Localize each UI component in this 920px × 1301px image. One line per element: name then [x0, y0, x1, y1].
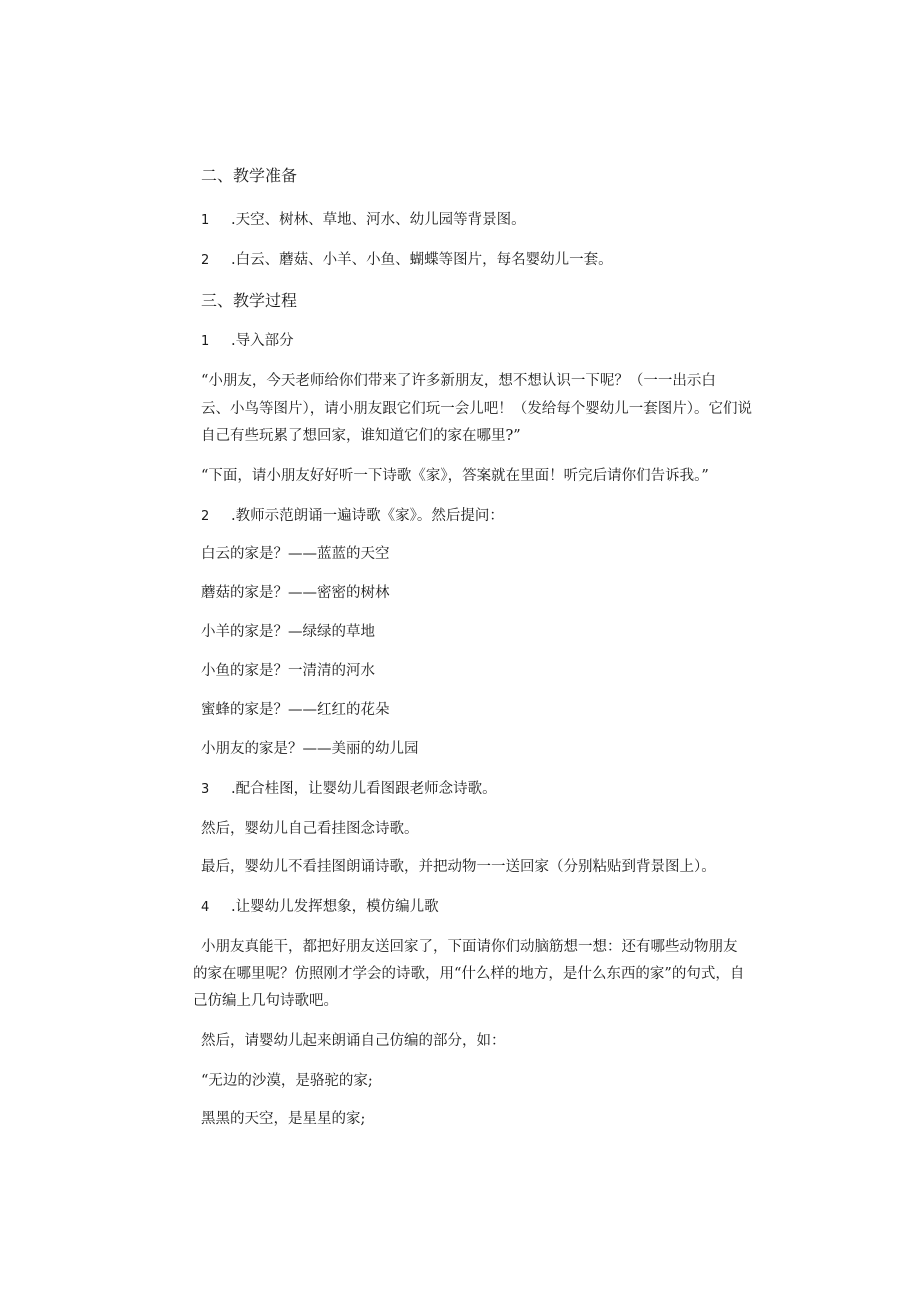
- qa-line-1: 白云的家是？——蓝蓝的天空: [201, 546, 390, 562]
- step-1: [201, 331, 294, 352]
- imitation-paragraph-line-1: 小朋友真能干，都把好朋友送回家了，下面请你们动脑筋想一想：还有哪些动物朋友: [201, 939, 738, 955]
- qa-line-5: 蜜蜂的家是？——红红的花朵: [201, 702, 390, 718]
- section-heading-process: 三、教学过程: [201, 291, 298, 310]
- step-4-text: .让婴幼儿发挥想象，模仿编儿歌: [231, 899, 439, 915]
- imitation-paragraph-line-3: 己仿编上几句诗歌吧。: [193, 993, 338, 1009]
- qa-line-6: 小朋友的家是？——美丽的幼儿园: [201, 741, 419, 757]
- prep-item-1-number: 1: [201, 213, 210, 228]
- section-heading-preparation: 二、教学准备: [201, 166, 298, 185]
- prep-item-1-text: .天空、树林、草地、河水、幼儿园等背景图。: [231, 212, 526, 228]
- step-4: [201, 897, 439, 918]
- step-2-text: .教师示范朗诵一遍诗歌《家》。然后提问：: [231, 508, 504, 524]
- step-2-number: 2: [201, 509, 210, 524]
- poem-line-1: “无边的沙漠，是骆驼的家;: [201, 1073, 373, 1089]
- finally-paragraph: 最后，婴幼儿不看挂图朗诵诗歌，并把动物一一送回家（分别粘贴到背景图上）。: [201, 859, 716, 875]
- step-3-text: .配合桂图，让婴幼儿看图跟老师念诗歌。: [231, 781, 497, 797]
- recite-paragraph: 然后，请婴幼儿起来朗诵自己仿编的部分，如：: [201, 1033, 506, 1049]
- step-4-number: 4: [201, 900, 210, 915]
- qa-line-3: 小羊的家是？—绿绿的草地: [201, 624, 375, 640]
- intro-paragraph-line-2: 云、小鸟等图片），请小朋友跟它们玩一会儿吧！（发给每个婴幼儿一套图片）。它们说: [201, 401, 752, 417]
- step-1-number: 1: [201, 334, 210, 349]
- prep-item-2: [201, 250, 613, 271]
- qa-line-4: 小鱼的家是？一清清的河水: [201, 663, 375, 679]
- step-3: [201, 779, 497, 800]
- poem-line-2: 黑黑的天空，是星星的家;: [201, 1111, 366, 1127]
- step-1-text: .导入部分: [231, 333, 294, 349]
- imitation-paragraph-line-2: 的家在哪里呢？仿照刚才学会的诗歌，用“什么样的地方，是什么东西的家”的句式，自: [193, 966, 745, 982]
- then-paragraph: 然后，婴幼儿自己看挂图念诗歌。: [201, 821, 419, 837]
- listen-paragraph: “下面，请小朋友好好听一下诗歌《家》，答案就在里面！听完后请你们告诉我。”: [201, 468, 709, 484]
- prep-item-2-number: 2: [201, 253, 210, 268]
- step-2: [201, 506, 504, 527]
- step-3-number: 3: [201, 782, 210, 797]
- intro-paragraph-line-3: 自己有些玩累了想回家，谁知道它们的家在哪里?”: [201, 428, 521, 444]
- qa-line-2: 蘑菇的家是？——密密的树林: [201, 585, 390, 601]
- prep-item-1: [201, 210, 526, 231]
- prep-item-2-text: .白云、蘑菇、小羊、小鱼、蝴蝶等图片，每名婴幼儿一套。: [231, 252, 613, 268]
- intro-paragraph-line-1: “小朋友，今天老师给你们带来了许多新朋友，想不想认识一下呢？（一一出示白: [201, 373, 716, 389]
